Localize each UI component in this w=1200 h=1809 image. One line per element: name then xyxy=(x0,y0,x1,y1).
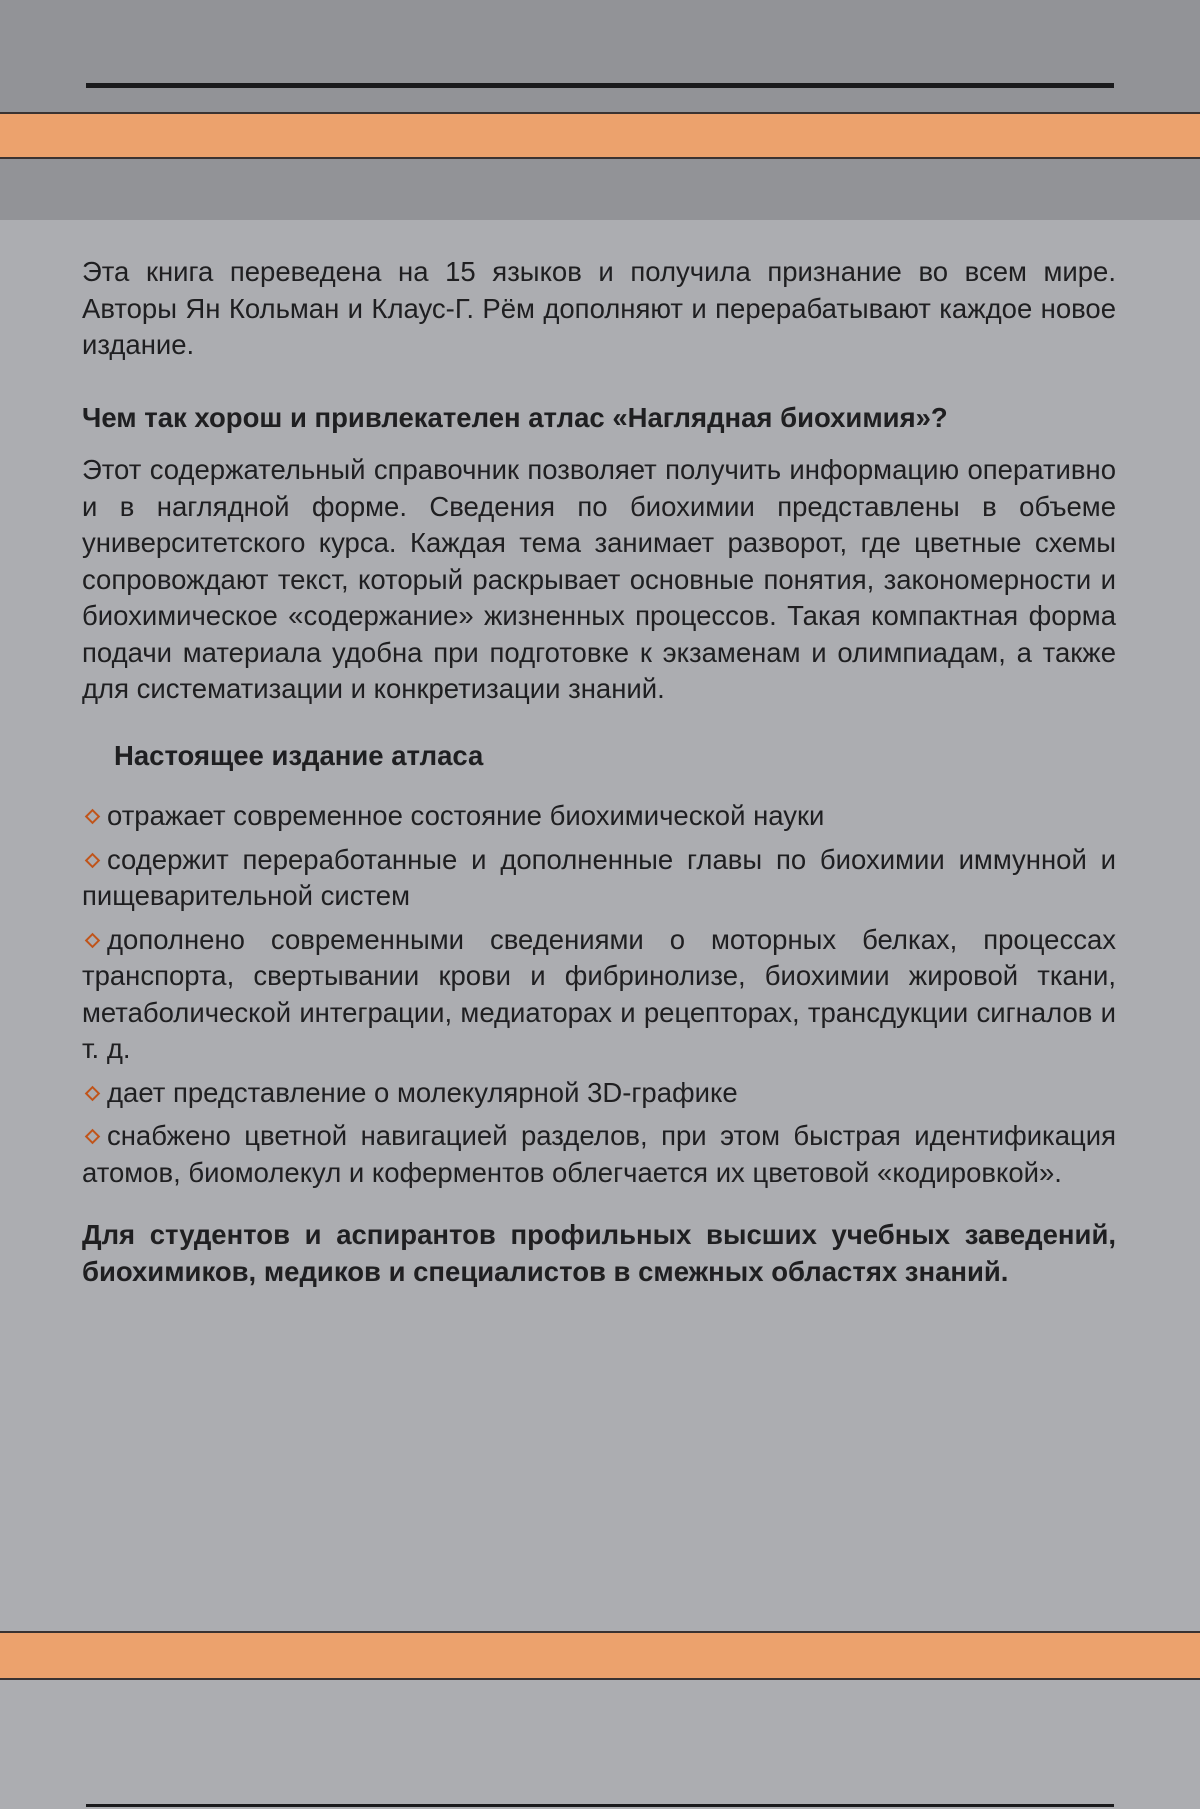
feature-item xyxy=(82,842,1116,915)
diamond-bullet-icon xyxy=(85,932,101,948)
feature-item xyxy=(82,1118,1116,1191)
feature-text: снабжено цветной навигацией разделов, при этом быстрая идентификация атомов, биомолекул и коферментов облегчается их цветовой «кодировкой». xyxy=(82,1120,1116,1188)
back-cover-text xyxy=(82,254,1116,1290)
feature-item xyxy=(82,922,1116,1068)
diamond-bullet-icon xyxy=(85,1085,101,1101)
question-heading: Чем так хорош и привлекателен атлас «Наглядная биохимия»? xyxy=(82,401,948,433)
audience-paragraph: Для студентов и аспирантов профильных высших учебных заведений, биохимиков, медиков и специалистов в смежных областях знаний. xyxy=(82,1219,1116,1287)
feature-list xyxy=(82,798,1116,1191)
feature-item xyxy=(82,1075,1116,1112)
feature-item xyxy=(82,798,1116,835)
diamond-bullet-icon xyxy=(85,809,101,825)
feature-text: содержит переработанные и дополненные главы по биохимии иммунной и пищеварительной систем xyxy=(82,843,1116,911)
edition-heading: Настоящее издание атласа xyxy=(114,739,484,771)
feature-text: дает представление о молекулярной 3D-графике xyxy=(107,1076,738,1108)
top-rule xyxy=(86,83,1114,88)
header-panel xyxy=(0,0,1200,220)
diamond-bullet-icon xyxy=(85,852,101,868)
accent-band-top xyxy=(0,112,1200,159)
diamond-bullet-icon xyxy=(85,1129,101,1145)
accent-band-bottom xyxy=(0,1631,1200,1680)
feature-text: отражает современное состояние биохимической науки xyxy=(107,800,825,831)
intro-paragraph: Эта книга переведена на 15 языков и получила признание во всем мире. Авторы Ян Кольман и Клаус-Г. Рём дополняют и перерабатывают каждое новое издание. xyxy=(82,256,1116,360)
bottom-rule xyxy=(86,1804,1114,1807)
description-paragraph: Этот содержательный справочник позволяет получить информацию оперативно и в наглядной форме. Сведения по биохимии представлены в объеме университетского курса. Каждая тема занимает разворот, где цветные схемы сопровождают текст, который раскрывает основные понятия, закономерности и биохимическое «содержание» жизненных процессов. Такая компактная форма подачи материала удобна при подготовке к экзаменам и олимпиадам, а также для систематизации и конкретизации знаний. xyxy=(82,454,1116,704)
feature-text: дополнено современными сведениями о моторных белках, процессах транспорта, свертывании крови и фибринолизе, биохимии жировой ткани, метаболической интеграции, медиаторах и рецепторах, трансдукции сигналов и т. д. xyxy=(82,923,1116,1064)
